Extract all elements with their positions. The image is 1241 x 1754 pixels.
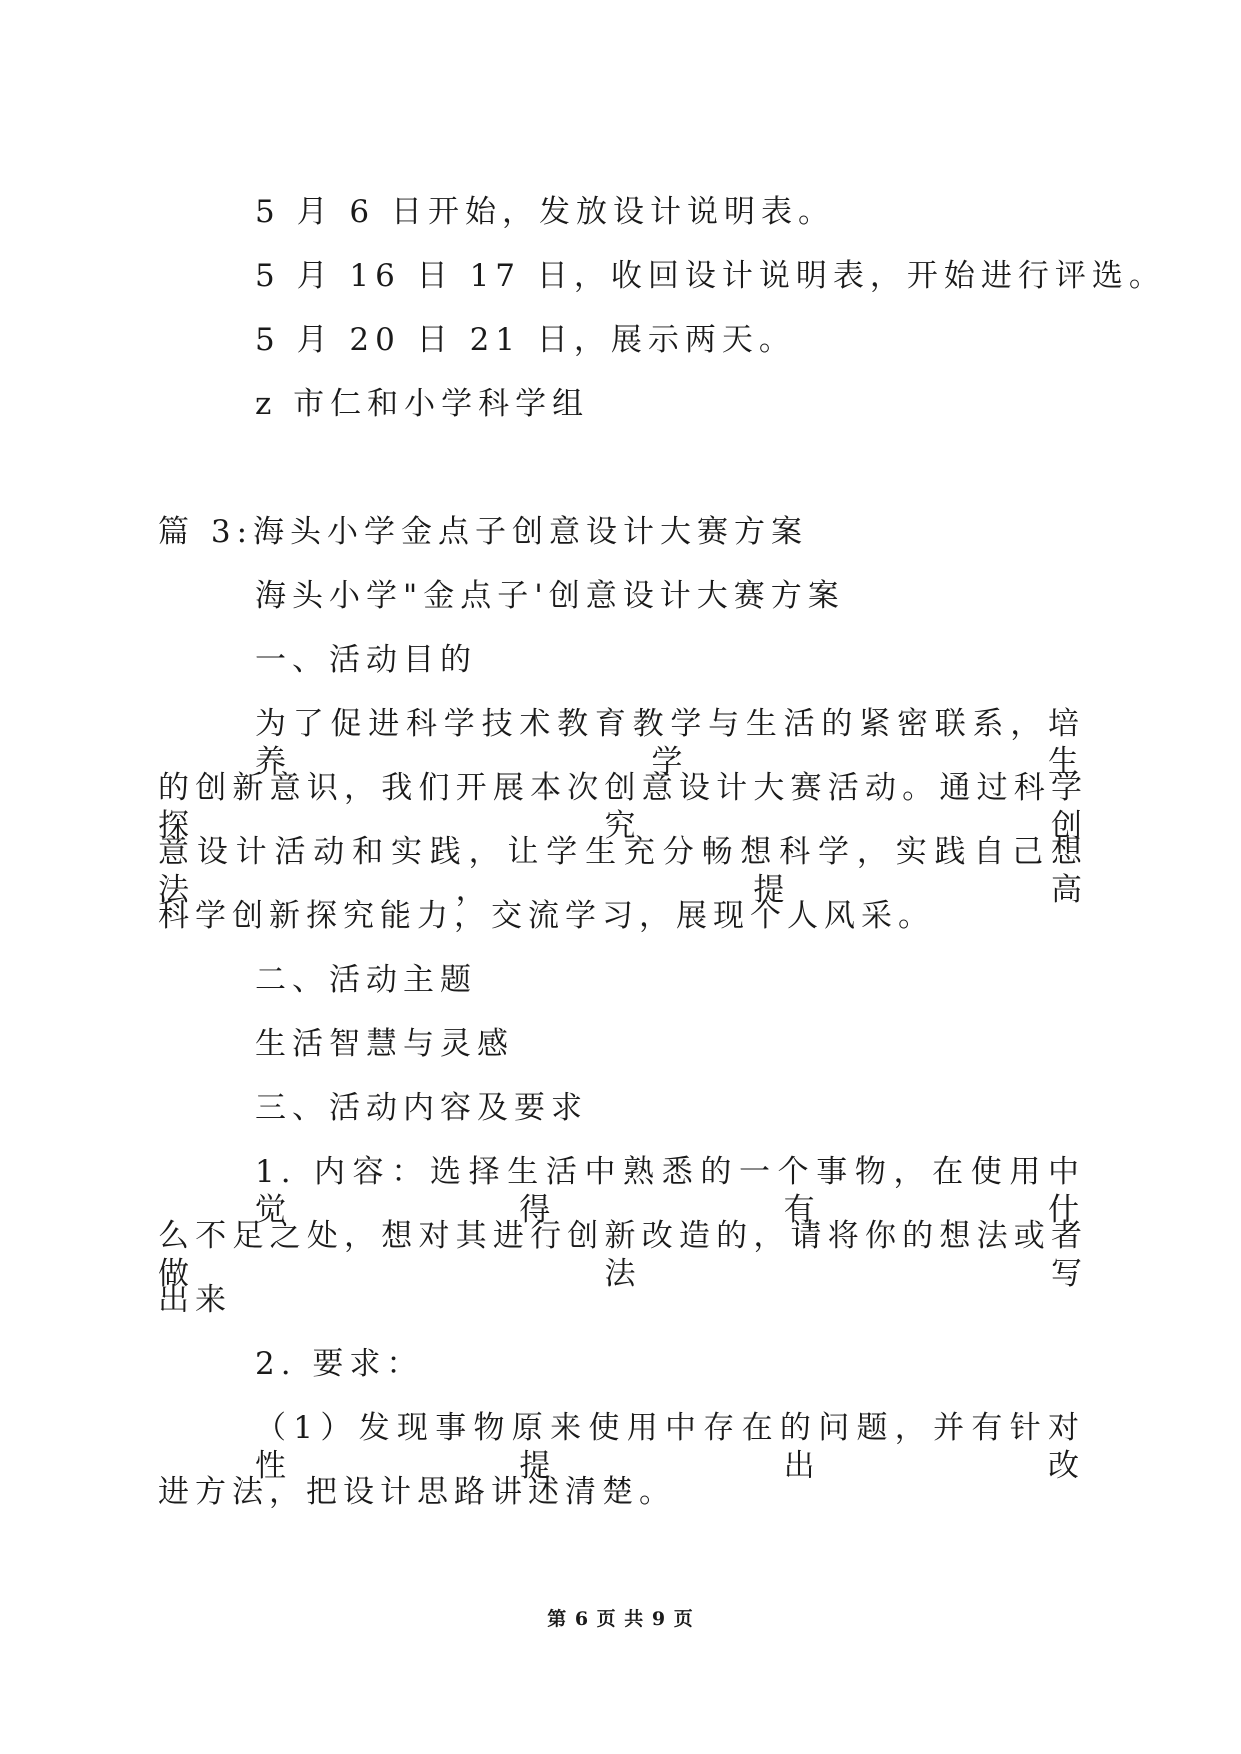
text-line: 5 月 20 日 21 日，展示两天。 bbox=[255, 322, 796, 358]
text-line: 5 月 6 日开始，发放设计说明表。 bbox=[255, 194, 836, 230]
theme-text: 生活智慧与灵感 bbox=[255, 1026, 514, 1062]
text-line: z 市仁和小学科学组 bbox=[255, 386, 590, 422]
paragraph-line: 意设计活动和实践，让学生充分畅想科学，实践自己想法，提高 bbox=[158, 834, 1088, 908]
paragraph-line: 为了促进科学技术教育教学与生活的紧密联系，培养学生 bbox=[255, 706, 1085, 780]
paragraph-line: 出来 bbox=[158, 1282, 232, 1318]
paragraph-line: 1. 内容：选择生活中熟悉的一个事物，在使用中觉得有什 bbox=[255, 1154, 1085, 1228]
document-title: 海头小学"金点子'创意设计大赛方案 bbox=[255, 578, 845, 614]
heading-theme: 二、活动主题 bbox=[255, 962, 477, 998]
text-line: 5 月 16 日 17 日，收回设计说明表，开始进行评选。 bbox=[255, 258, 1166, 294]
paragraph-line: 进方法，把设计思路讲述清楚。 bbox=[158, 1474, 676, 1510]
heading-content: 三、活动内容及要求 bbox=[255, 1090, 588, 1126]
paragraph-line: （1）发现事物原来使用中存在的问题，并有针对性提出改 bbox=[255, 1410, 1085, 1484]
paragraph-line: 么不足之处，想对其进行创新改造的，请将你的想法或者做法写 bbox=[158, 1218, 1088, 1292]
heading-purpose: 一、活动目的 bbox=[255, 642, 477, 678]
paragraph-line: 科学创新探究能力，交流学习，展现个人风采。 bbox=[158, 898, 935, 934]
page-footer: 第 6 页 共 9 页 bbox=[547, 1608, 694, 1630]
section-heading: 篇 3:海头小学金点子创意设计大赛方案 bbox=[158, 514, 809, 550]
requirements-label: 2. 要求： bbox=[255, 1346, 424, 1382]
paragraph-line: 的创新意识，我们开展本次创意设计大赛活动。通过科学探究创 bbox=[158, 770, 1088, 844]
